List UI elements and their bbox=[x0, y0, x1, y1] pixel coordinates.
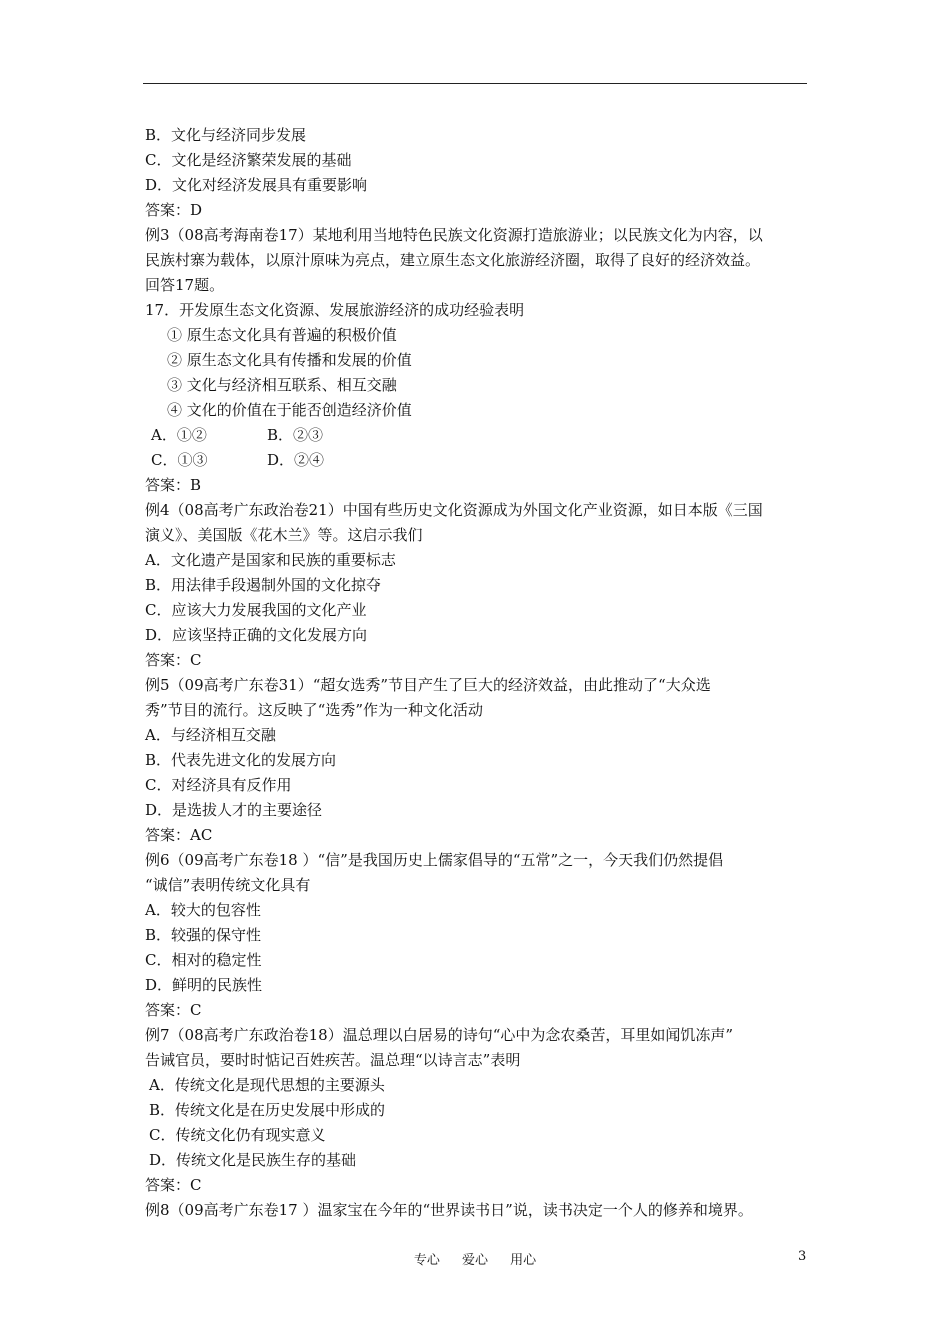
question-text: “诚信”表明传统文化具有 bbox=[145, 876, 311, 894]
question-text: 17．开发原生态文化资源、发展旅游经济的成功经验表明 bbox=[145, 301, 525, 319]
question-text: 例5（09高考广东卷31）“超女选秀”节目产生了巨大的经济效益，由此推动了“大众选 bbox=[145, 676, 711, 694]
option-c: C．①③ bbox=[151, 451, 208, 469]
question-text: 民族村寨为载体，以原汁原味为亮点，建立原生态文化旅游经济圈，取得了良好的经济效益。 bbox=[145, 251, 761, 269]
option-line: D．鲜明的民族性 bbox=[145, 976, 263, 994]
answer-line: 答案：C bbox=[145, 1001, 202, 1019]
question-text: 回答17题。 bbox=[145, 276, 225, 294]
option-line: D．文化对经济发展具有重要影响 bbox=[145, 176, 368, 194]
option-line: D．传统文化是民族生存的基础 bbox=[149, 1151, 357, 1169]
option-d: D．②④ bbox=[267, 451, 325, 469]
option-line: D．是选拔人才的主要途径 bbox=[145, 801, 323, 819]
answer-line: 答案：B bbox=[145, 476, 202, 494]
option-b: B．②③ bbox=[267, 426, 324, 444]
option-line: A．传统文化是现代思想的主要源头 bbox=[149, 1076, 385, 1094]
option-line: A．较大的包容性 bbox=[145, 901, 261, 919]
option-line: A．文化遗产是国家和民族的重要标志 bbox=[145, 551, 396, 569]
answer-line: 答案：AC bbox=[145, 826, 213, 844]
option-line: C．文化是经济繁荣发展的基础 bbox=[145, 151, 352, 169]
option-line: C．相对的稳定性 bbox=[145, 951, 262, 969]
footer-motto: 专心 爱心 用心 bbox=[413, 1253, 537, 1268]
answer-line: 答案：C bbox=[145, 1176, 202, 1194]
option-line: D．应该坚持正确的文化发展方向 bbox=[145, 626, 368, 644]
statement-line: ④ 文化的价值在于能否创造经济价值 bbox=[167, 401, 412, 419]
option-line: B．文化与经济同步发展 bbox=[145, 126, 307, 144]
option-line: B．传统文化是在历史发展中形成的 bbox=[149, 1101, 386, 1119]
option-line: B．代表先进文化的发展方向 bbox=[145, 751, 337, 769]
option-line: C．传统文化仍有现实意义 bbox=[149, 1126, 326, 1144]
question-text: 例4（08高考广东政治卷21）中国有些历史文化资源成为外国文化产业资源，如日本版《三国 bbox=[145, 501, 763, 519]
header-rule bbox=[143, 83, 807, 84]
page-number: 3 bbox=[798, 1249, 807, 1264]
answer-line: 答案：D bbox=[145, 201, 203, 219]
question-text: 例8（09高考广东卷17 ）温家宝在今年的“世界读书日”说，读书决定一个人的修养和境界。 bbox=[145, 1201, 753, 1219]
option-line: C．对经济具有反作用 bbox=[145, 776, 292, 794]
statement-line: ① 原生态文化具有普遍的积极价值 bbox=[167, 326, 397, 344]
statement-line: ② 原生态文化具有传播和发展的价值 bbox=[167, 351, 412, 369]
option-row bbox=[145, 448, 825, 473]
option-line: B．较强的保守性 bbox=[145, 926, 262, 944]
document-body bbox=[145, 123, 825, 1223]
option-row bbox=[145, 423, 825, 448]
question-text: 例3（08高考海南卷17）某地利用当地特色民族文化资源打造旅游业；以民族文化为内容，以 bbox=[145, 226, 763, 244]
option-line: C．应该大力发展我国的文化产业 bbox=[145, 601, 367, 619]
option-line: A．与经济相互交融 bbox=[145, 726, 276, 744]
question-text: 秀”节目的流行。这反映了“选秀”作为一种文化活动 bbox=[145, 701, 484, 719]
option-line: B．用法律手段遏制外国的文化掠夺 bbox=[145, 576, 382, 594]
question-text: 演义》、美国版《花木兰》等。这启示我们 bbox=[145, 526, 423, 544]
question-text: 例6（09高考广东卷18 ）“信”是我国历史上儒家倡导的“五常”之一，今天我们仍然提倡 bbox=[145, 851, 724, 869]
option-a: A．①② bbox=[151, 426, 207, 444]
question-text: 例7（08高考广东政治卷18）温总理以白居易的诗句“心中为念农桑苦，耳里如闻饥冻声” bbox=[145, 1026, 734, 1044]
question-text: 告诫官员，要时时惦记百姓疾苦。温总理“以诗言志”表明 bbox=[145, 1051, 521, 1069]
answer-line: 答案：C bbox=[145, 651, 202, 669]
statement-line: ③ 文化与经济相互联系、相互交融 bbox=[167, 376, 397, 394]
